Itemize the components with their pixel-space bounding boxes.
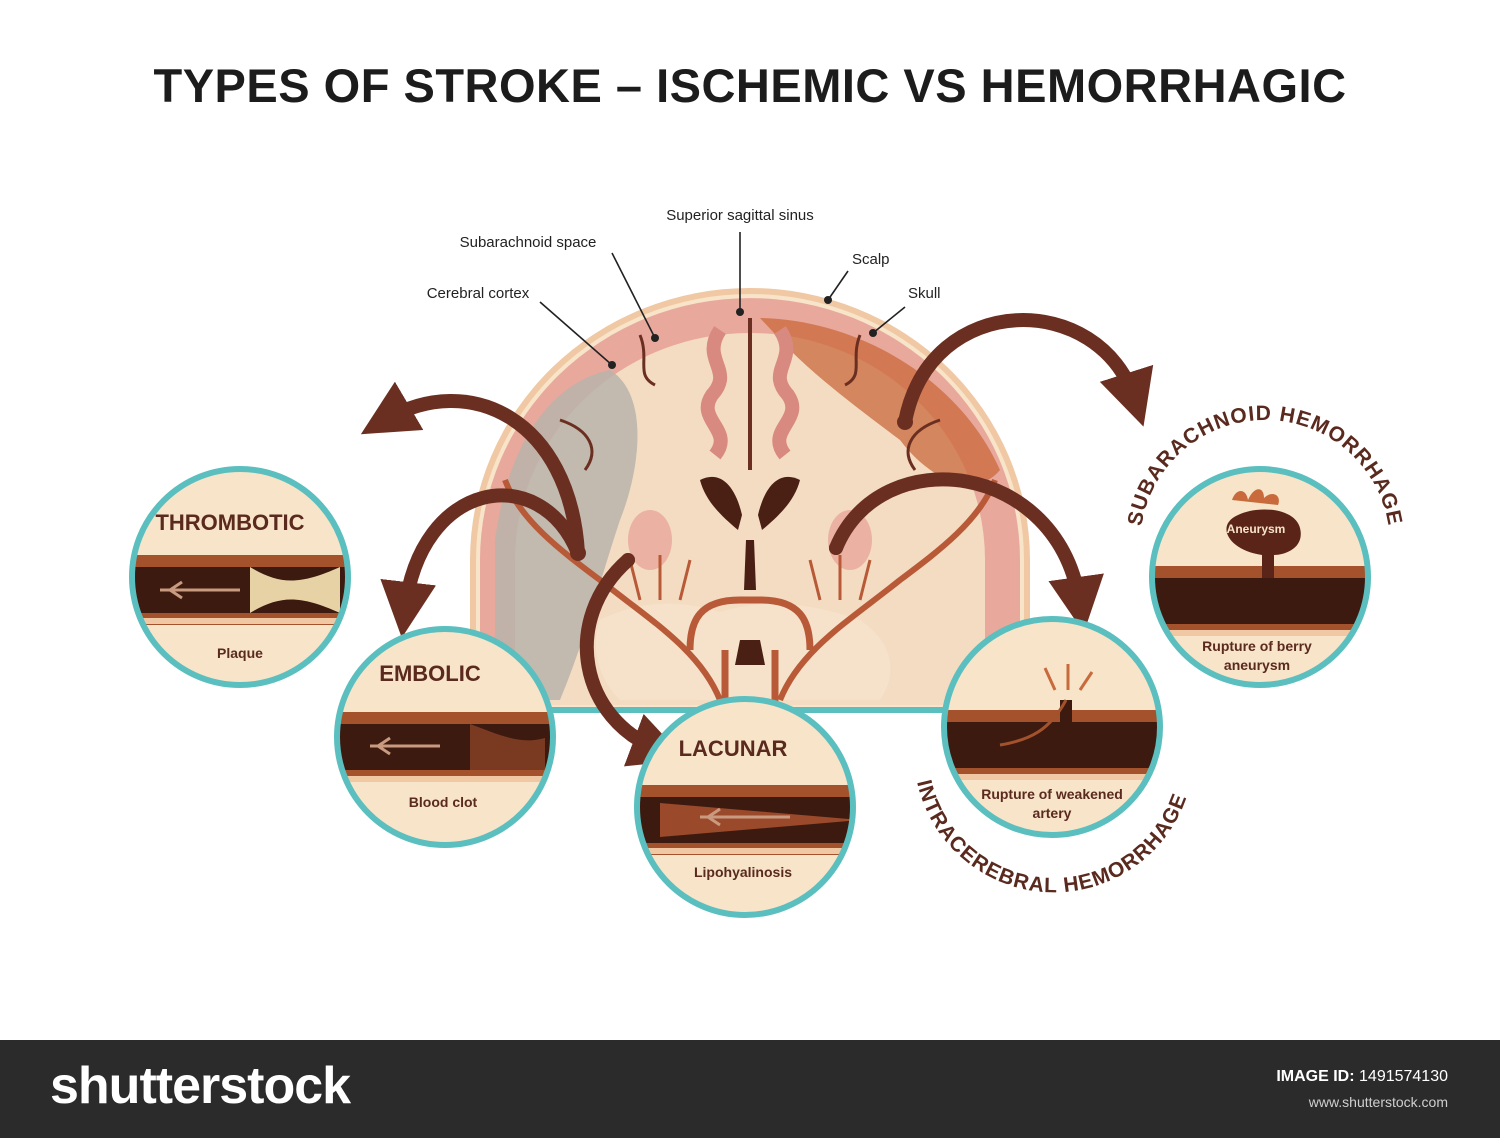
aneurysm-label: Aneurysm	[1226, 522, 1286, 536]
embolic-caption: Blood clot	[408, 794, 478, 810]
image-id	[1276, 1068, 1448, 1086]
brand-logo: shutterstock	[50, 1057, 351, 1115]
subarachnoid-panel	[1124, 402, 1407, 685]
site-url: www.shutterstock.com	[1308, 1094, 1448, 1110]
label-skull: Skull	[908, 285, 941, 302]
lacunar-panel	[625, 699, 865, 915]
thrombotic-caption: Plaque	[217, 645, 263, 661]
label-cerebral-cortex: Cerebral cortex	[426, 285, 530, 302]
lacunar-title: LACUNAR	[678, 736, 788, 761]
lacunar-caption: Lipohyalinosis	[693, 864, 793, 880]
label-subarachnoid-space: Subarachnoid space	[459, 234, 597, 251]
embolic-title: EMBOLIC	[379, 661, 481, 686]
image-id-value: 1491574130	[1359, 1068, 1448, 1085]
subarachnoid-caption-line2: aneurysm	[1223, 657, 1291, 673]
page-title: TYPES OF STROKE – ISCHEMIC VS HEMORRHAGIC	[153, 59, 1347, 112]
intracerebral-caption-line1: Rupture of weakened	[981, 786, 1123, 802]
subarachnoid-caption-line1: Rupture of berry	[1202, 638, 1312, 654]
label-scalp: Scalp	[852, 251, 890, 268]
thrombotic-panel	[120, 469, 360, 685]
thrombotic-title: THROMBOTIC	[155, 510, 305, 535]
intracerebral-caption-line2: artery	[1032, 805, 1072, 821]
footer-bar	[0, 1040, 1500, 1138]
label-superior-sagittal-sinus: Superior sagittal sinus	[666, 207, 814, 224]
intracerebral-arc-text: INTRACEREBRAL HEMORRHAGE	[912, 777, 1192, 898]
image-id-label: IMAGE ID:	[1276, 1068, 1355, 1085]
subarachnoid-arc-text: SUBARACHNOID HEMORRHAGE	[1123, 401, 1407, 528]
